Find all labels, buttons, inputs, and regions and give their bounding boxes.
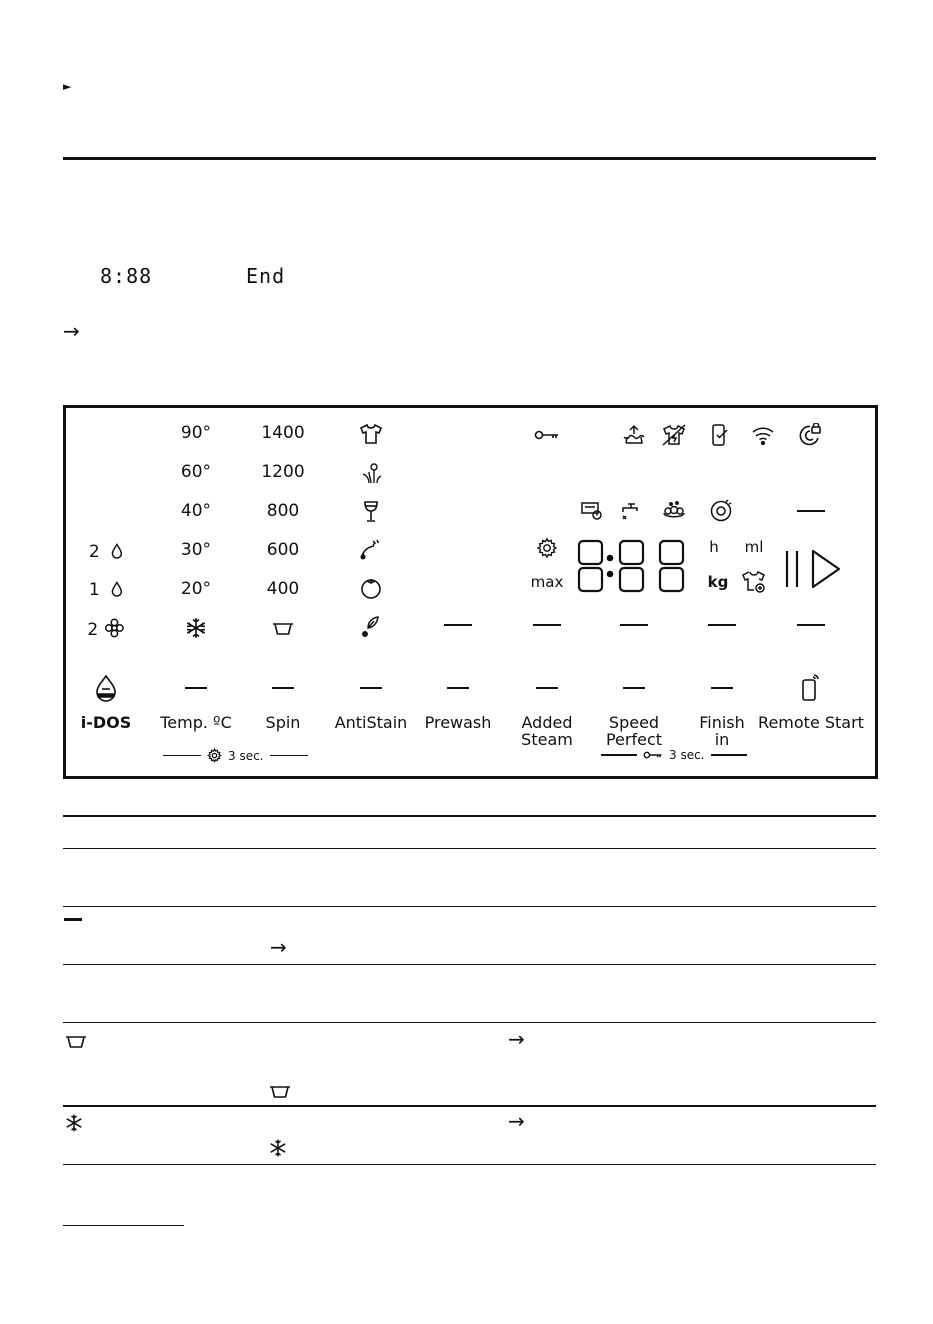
start-pause-icon — [783, 547, 843, 591]
gear-icon — [536, 537, 558, 559]
heading-rule — [63, 157, 876, 160]
remote-indicator — [797, 624, 825, 626]
phone-check-icon — [710, 423, 730, 447]
basin-icon — [271, 622, 295, 636]
idos-level-2: 2 — [89, 543, 123, 561]
wine-glass-icon — [362, 500, 380, 524]
arrow-icon: → — [508, 1109, 525, 1133]
speed-perfect-button[interactable]: Speed Perfect — [605, 713, 663, 749]
table-rule-top — [63, 815, 876, 817]
steam-button-indicator — [536, 687, 558, 689]
arrow-icon: → — [508, 1027, 525, 1051]
unit-ml: ml — [744, 538, 764, 556]
steam-indicator — [533, 624, 561, 626]
water-tap-icon — [619, 500, 641, 522]
prewash-button-indicator — [447, 687, 469, 689]
table-rule — [63, 848, 876, 849]
drum-clean-icon — [709, 499, 733, 523]
spin-1200: 1200 — [261, 462, 305, 482]
snowflake-icon — [64, 1113, 84, 1137]
idos-level-1: 1 — [89, 581, 123, 599]
grass-stain-icon — [361, 614, 381, 638]
spin-button-indicator — [272, 687, 294, 689]
speed-indicator — [620, 624, 648, 626]
table-rule-bottom — [63, 1164, 876, 1165]
basin-icon — [268, 1084, 292, 1103]
control-panel-diagram — [63, 405, 878, 779]
gear-small-icon — [207, 748, 222, 763]
speed-button-indicator — [623, 687, 645, 689]
temp-button-indicator — [185, 687, 207, 689]
no-iron-shirt-icon — [661, 423, 687, 447]
unit-h: h — [709, 538, 719, 556]
flower-allergy-icon — [359, 461, 383, 485]
finish-indicator — [708, 624, 736, 626]
key-lock-icon — [534, 429, 560, 441]
foam-drum-icon — [661, 500, 687, 522]
table-rule — [63, 906, 876, 907]
antistain-button[interactable]: AntiStain — [334, 713, 408, 732]
display-example-end: End — [246, 264, 286, 288]
shirt-weight-icon — [741, 570, 767, 594]
spin-600: 600 — [266, 540, 300, 560]
spin-button[interactable]: Spin — [265, 713, 301, 732]
bullet-marker: ► — [63, 80, 72, 93]
unit-kg: kg — [707, 573, 729, 591]
table-rule — [63, 1105, 876, 1107]
table-rule — [63, 964, 876, 965]
display-example-time: 8:88 — [100, 264, 153, 288]
arrow-icon: → — [63, 319, 80, 343]
key-small-icon — [643, 750, 663, 760]
idos-drop-icon[interactable] — [94, 674, 118, 702]
detergent-drawer-icon — [580, 501, 604, 521]
idos-softener-2: 2 — [87, 618, 124, 639]
temp-90: 90° — [180, 423, 212, 443]
remote-phone-icon[interactable] — [801, 674, 821, 702]
hold-hint-settings: 3 sec. — [163, 748, 308, 763]
prewash-indicator — [444, 624, 472, 626]
finish-button-indicator — [711, 687, 733, 689]
remote-start-button[interactable]: Remote Start — [758, 713, 864, 732]
time-display — [576, 538, 696, 598]
table-rule — [63, 1022, 876, 1023]
wifi-icon — [751, 425, 775, 445]
arrow-icon: → — [270, 935, 287, 959]
temp-20: 20° — [180, 579, 212, 599]
snowflake-icon — [268, 1138, 288, 1162]
snowflake-icon — [184, 616, 208, 640]
spin-1400: 1400 — [261, 423, 305, 443]
basin-icon — [64, 1034, 88, 1053]
temp-40: 40° — [180, 501, 212, 521]
temp-button[interactable]: Temp. ºC — [160, 713, 232, 732]
antistain-button-indicator — [360, 687, 382, 689]
finish-in-button[interactable]: Finish in — [699, 713, 745, 749]
spin-400: 400 — [266, 579, 300, 599]
idos-button[interactable]: i-DOS — [80, 713, 132, 732]
max-label: max — [530, 573, 564, 591]
shirt-icon — [359, 423, 383, 445]
tomato-icon — [359, 576, 383, 600]
rinse-hold-icon — [621, 423, 647, 447]
spin-800: 800 — [266, 501, 300, 521]
indicator-dash — [797, 510, 825, 512]
child-lock-icon — [797, 423, 823, 447]
prewash-button[interactable]: Prewash — [424, 713, 492, 732]
dash-icon — [64, 918, 82, 921]
added-steam-button[interactable]: Added Steam — [521, 713, 573, 749]
sweat-stain-icon — [359, 537, 383, 561]
footnote-rule — [63, 1225, 184, 1226]
temp-60: 60° — [180, 462, 212, 482]
temp-30: 30° — [180, 540, 212, 560]
hold-hint-child-lock: 3 sec. — [601, 748, 747, 762]
